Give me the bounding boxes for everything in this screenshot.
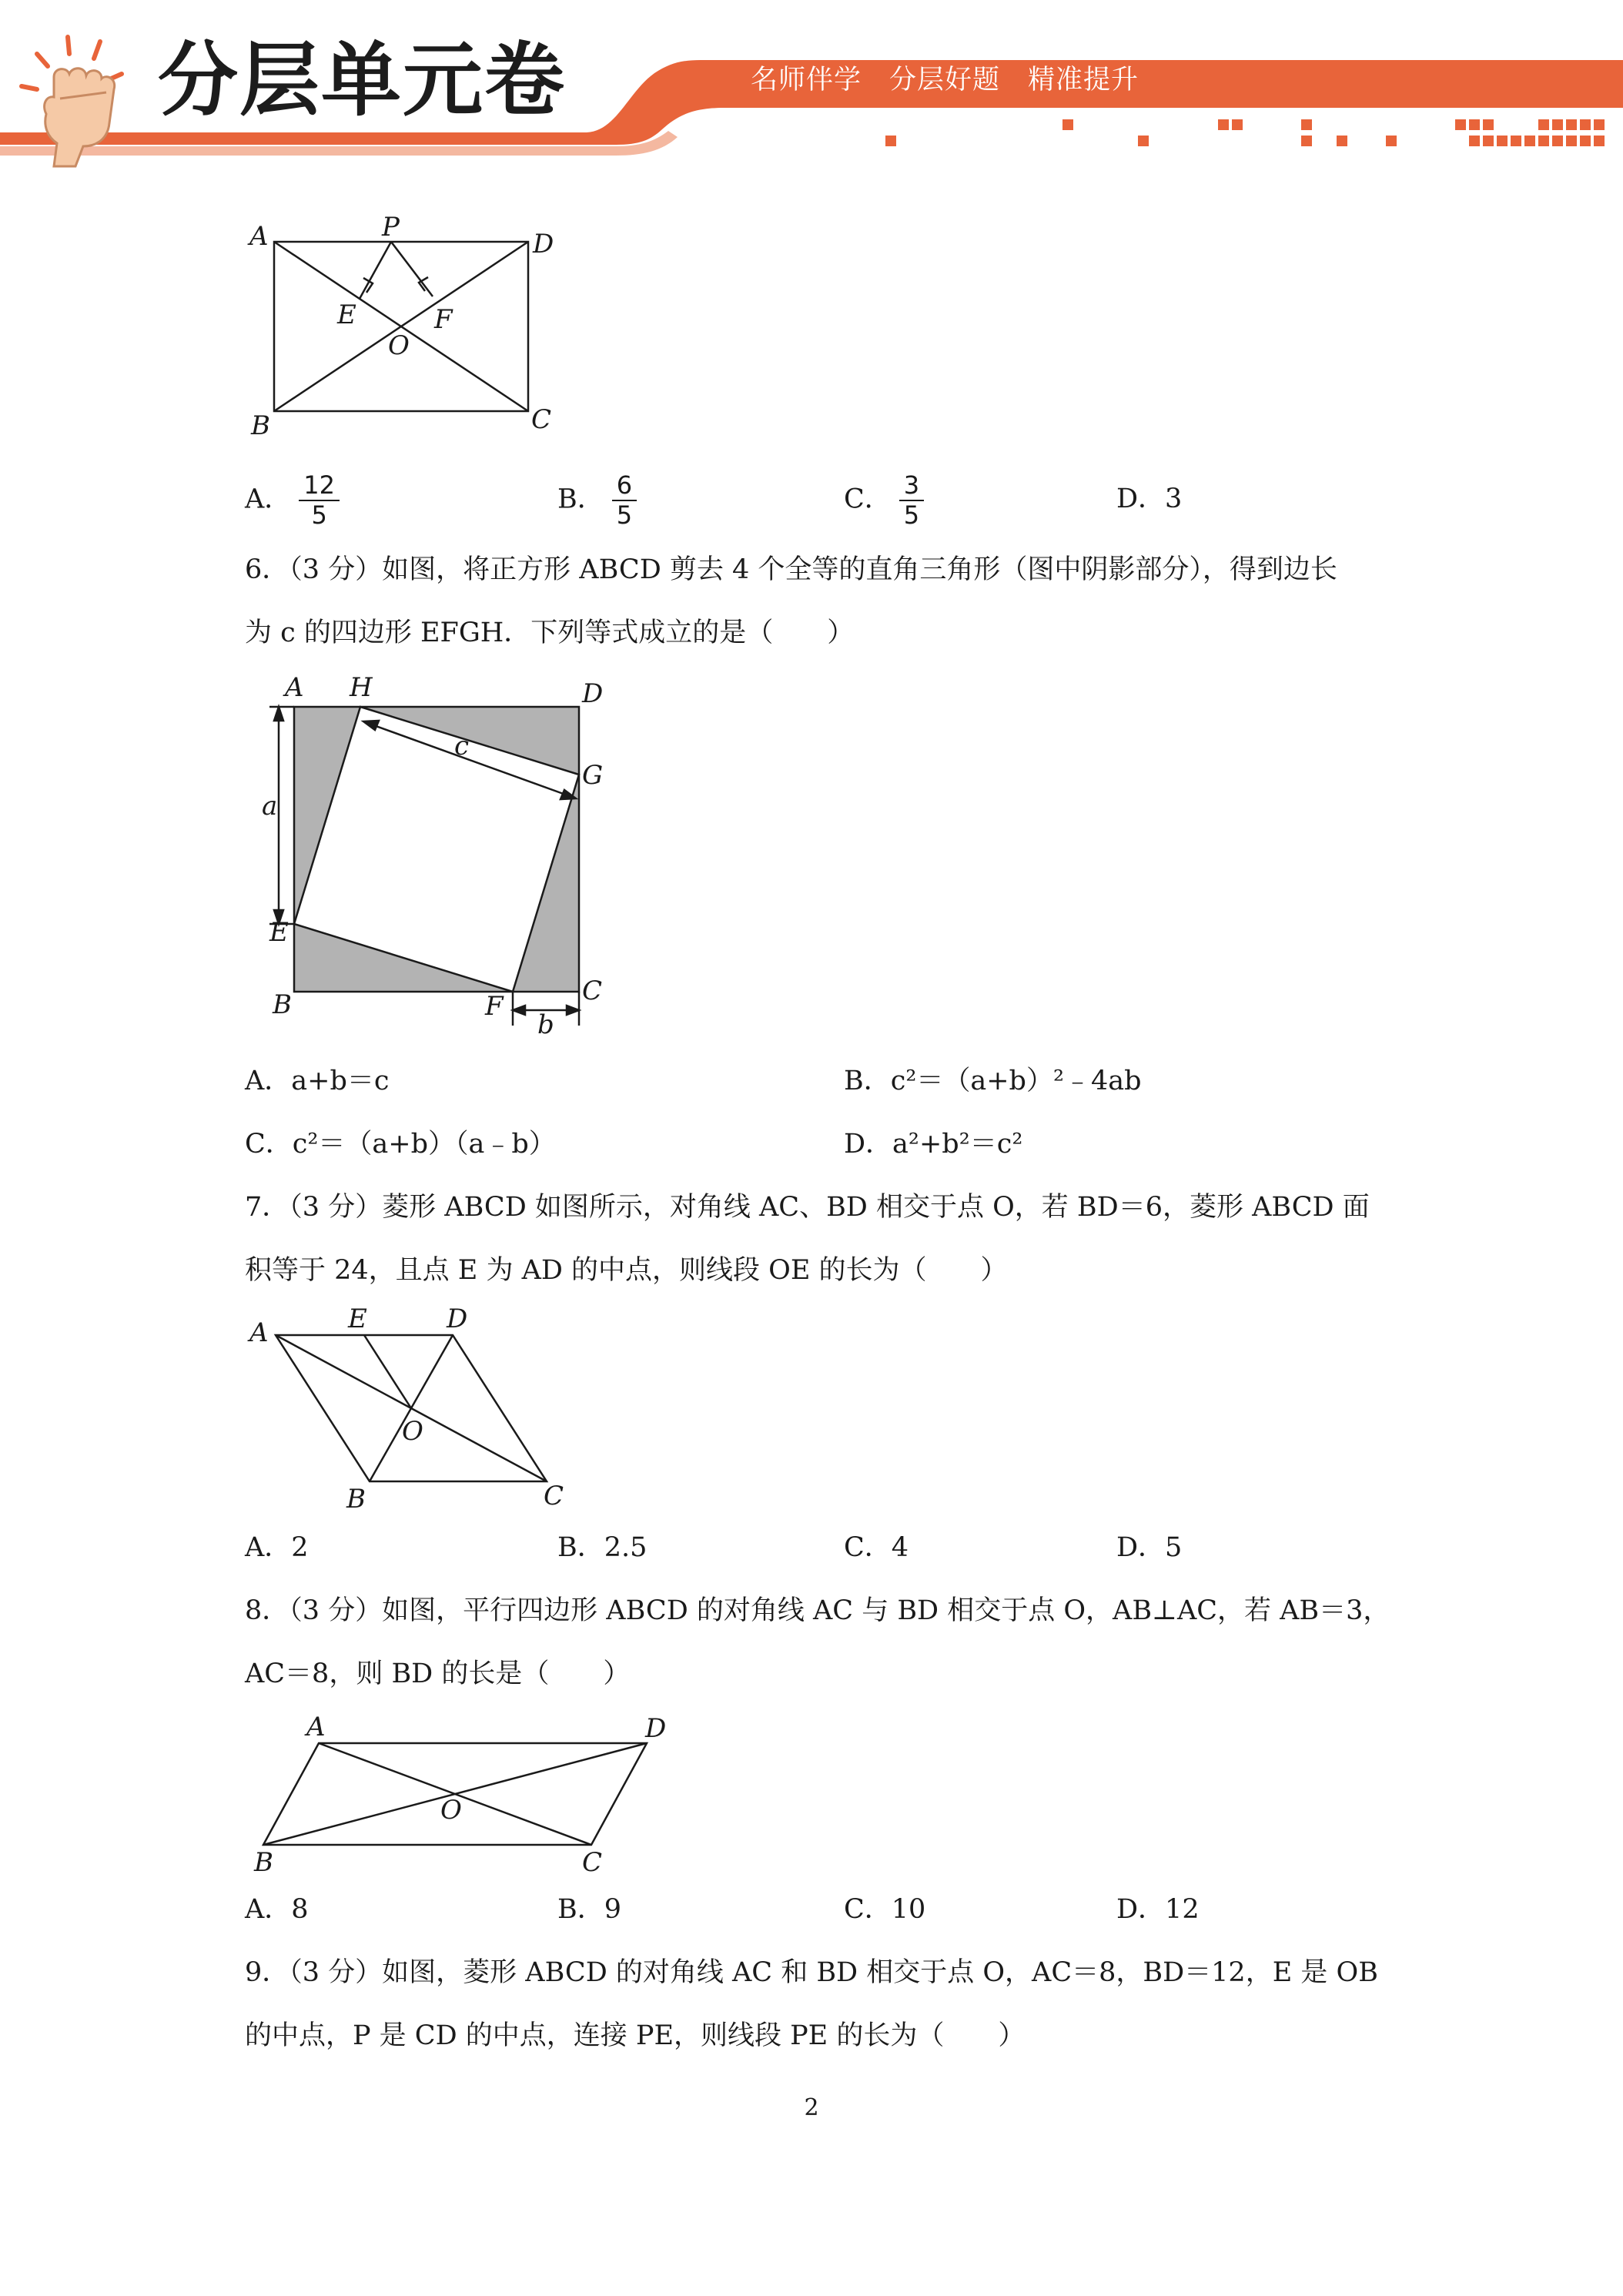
label-E: E — [348, 1304, 367, 1334]
q8-option-c[interactable]: C．10 — [844, 1894, 926, 1925]
label-B: B — [251, 410, 270, 441]
label-C: C — [544, 1481, 564, 1511]
q9-stem-line1: 9．（3 分）如图，菱形 ABCD 的对角线 AC 和 BD 相交于点 O，AC＝8，BD＝12，E 是 OB — [245, 1957, 1378, 1988]
fraction — [899, 471, 924, 530]
label-E: E — [269, 917, 289, 948]
q6-stem-line2: 为 c 的四边形 EFGH．下列等式成立的是（ ） — [245, 618, 855, 648]
numerator: 12 — [299, 471, 340, 501]
label-G: G — [582, 760, 604, 791]
label-A: A — [306, 1712, 326, 1742]
option-letter: C． — [844, 484, 892, 515]
label-A: A — [249, 221, 269, 252]
q8-stem-line2: AC＝8，则 BD 的长是（ ） — [245, 1658, 631, 1689]
label-B: B — [273, 989, 292, 1020]
label-C: C — [582, 976, 603, 1006]
q7-stem-line1: 7．（3 分）菱形 ABCD 如图所示，对角线 AC、BD 相交于点 O，若 BD＝6，菱形 ABCD 面 — [245, 1192, 1370, 1223]
q5-figure — [246, 212, 570, 441]
denominator: 5 — [311, 500, 327, 530]
label-O: O — [440, 1795, 462, 1826]
label-D: D — [447, 1304, 468, 1334]
q8-option-d[interactable]: D．12 — [1116, 1894, 1200, 1925]
q9-stem-line2: 的中点，P 是 CD 的中点，连接 PE，则线段 PE 的长为（ ） — [245, 2020, 1026, 2051]
q7-option-a[interactable]: A．2 — [245, 1532, 309, 1563]
q6-option-b[interactable]: B．c²＝（a+b）²﹣4ab — [844, 1066, 1142, 1096]
label-F: F — [485, 991, 504, 1022]
q5-option-c[interactable] — [844, 471, 924, 530]
label-b: b — [537, 1009, 554, 1040]
numerator: 3 — [899, 471, 924, 501]
label-D: D — [582, 678, 604, 709]
q7-option-d[interactable]: D．5 — [1116, 1532, 1183, 1563]
q7-option-b[interactable]: B．2.5 — [557, 1532, 648, 1563]
q6-stem-line1: 6．（3 分）如图，将正方形 ABCD 剪去 4 个全等的直角三角形（图中阴影部分），得到边长 — [245, 554, 1337, 585]
fraction — [299, 471, 340, 530]
label-E: E — [337, 300, 356, 330]
q7-stem-line2: 积等于 24，且点 E 为 AD 的中点，则线段 OE 的长为（ ） — [245, 1255, 1008, 1286]
q8-option-b[interactable]: B．9 — [557, 1894, 621, 1925]
label-A: A — [285, 672, 304, 703]
q8-figure — [246, 1711, 678, 1878]
label-O: O — [388, 330, 410, 361]
denominator: 5 — [903, 500, 920, 530]
slogan-item: 分层好题 — [889, 65, 1001, 95]
option-letter: A． — [245, 484, 292, 515]
label-P: P — [382, 212, 400, 243]
q5-option-b[interactable] — [557, 471, 637, 530]
label-D: D — [645, 1713, 667, 1744]
q7-figure — [246, 1306, 585, 1514]
slogan-item: 精准提升 — [1028, 65, 1139, 95]
square-cut-triangles-diagram — [246, 671, 616, 1041]
label-B: B — [254, 1847, 273, 1878]
option-letter: B． — [557, 484, 604, 515]
q6-option-a[interactable]: A．a+b＝c — [245, 1066, 390, 1096]
q8-stem-line1: 8．（3 分）如图，平行四边形 ABCD 的对角线 AC 与 BD 相交于点 O，AB⊥AC，若 AB＝3， — [245, 1595, 1390, 1626]
label-A: A — [249, 1317, 269, 1348]
label-B: B — [346, 1484, 366, 1514]
q5-option-a[interactable] — [245, 471, 340, 530]
label-H: H — [350, 672, 373, 703]
q6-option-d[interactable]: D．a²+b²＝c² — [844, 1129, 1023, 1160]
label-C: C — [582, 1847, 603, 1878]
label-c: c — [454, 731, 470, 761]
rectangle-diagonals-diagram — [246, 212, 570, 441]
q5-option-d[interactable]: D．3 — [1116, 484, 1183, 514]
brand-title: 分层单元卷 — [158, 33, 567, 127]
rhombus-diagram — [246, 1306, 585, 1514]
q8-option-a[interactable]: A．8 — [245, 1894, 309, 1925]
q6-option-c[interactable]: C．c²＝（a+b）（a﹣b） — [245, 1129, 556, 1160]
label-a: a — [262, 791, 278, 822]
label-F: F — [434, 304, 453, 335]
q6-figure — [246, 671, 616, 1041]
label-C: C — [531, 404, 552, 435]
label-D: D — [533, 229, 554, 259]
denominator: 5 — [616, 500, 633, 530]
slogan-item: 名师伴学 — [751, 65, 862, 95]
parallelogram-diagram — [246, 1711, 678, 1878]
label-O: O — [402, 1416, 423, 1447]
q7-option-c[interactable]: C．4 — [844, 1532, 909, 1563]
numerator: 6 — [612, 471, 637, 501]
fraction — [612, 471, 637, 530]
page-number: 2 — [804, 2094, 819, 2121]
